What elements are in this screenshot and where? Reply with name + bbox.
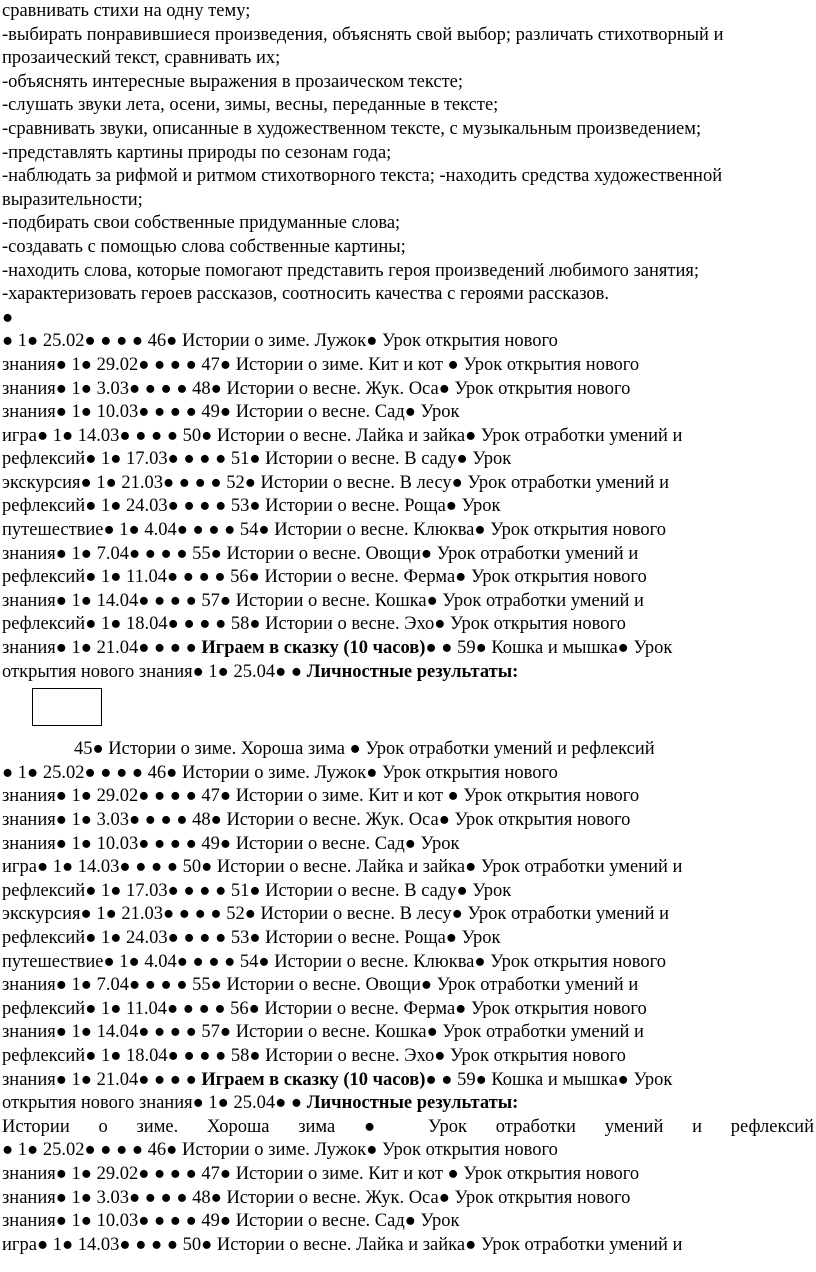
- schedule-line: экскурсия● 1● 21.03● ● ● ● 52● Истории о весне. В лесу● Урок отработки умений и: [2, 472, 669, 493]
- empty-table-cell: [32, 688, 102, 726]
- schedule-line: ● 1● 25.02● ● ● ● 46● Истории о зиме. Лужок● Урок открытия нового: [2, 331, 558, 352]
- lesson-schedule-1: [0, 330, 816, 637]
- outcome-line: -находить слова, которые помогают представить героя произведений любимого занятия;: [2, 260, 700, 281]
- section-heading-fairy-tale: Играем в сказку (10 часов): [201, 1069, 426, 1090]
- schedule-line: знания● 1● 10.03● ● ● ● 49● Истории о весне. Сад● Урок: [2, 402, 460, 423]
- learning-outcomes: [0, 0, 816, 330]
- outcome-line: -подбирать свои собственные придуманные слова;: [2, 213, 401, 234]
- closing-line-2-repeat: открытия нового знания● 1● 25.04● ● Личностные результаты:: [2, 1093, 519, 1114]
- schedule-line: рефлексий● 1● 18.04● ● ● ● 58● Истории о весне. Эхо● Урок открытия нового: [2, 1045, 626, 1066]
- closing-line-1: знания● 1● 21.04● ● ● ● Играем в сказку (10 часов)● ● 59● Кошка и мышка● Урок: [2, 638, 673, 659]
- schedule-line: рефлексий● 1● 24.03● ● ● ● 53● Истории о весне. Роща● Урок: [2, 927, 501, 948]
- outcome-line: -представлять картины природы по сезонам года;: [2, 142, 392, 163]
- closing-line-1-repeat: знания● 1● 21.04● ● ● ● Играем в сказку (10 часов)● ● 59● Кошка и мышка● Урок: [2, 1069, 673, 1090]
- schedule-line: знания● 1● 14.04● ● ● ● 57● Истории о весне. Кошка● Урок отработки умений и: [2, 590, 644, 611]
- closing-line-2: открытия нового знания● 1● 25.04● ● Личностные результаты:: [2, 661, 519, 682]
- lesson-schedule-2: [0, 762, 816, 1069]
- schedule-line: рефлексий● 1● 11.04● ● ● ● 56● Истории о весне. Ферма● Урок открытия нового: [2, 998, 647, 1019]
- schedule-line: экскурсия● 1● 21.03● ● ● ● 52● Истории о весне. В лесу● Урок отработки умений и: [2, 904, 669, 925]
- schedule-line: знания● 1● 3.03● ● ● ● 48● Истории о весне. Жук. Оса● Урок открытия нового: [2, 1187, 631, 1208]
- outcome-line: ●: [2, 307, 14, 328]
- outcome-line: -сравнивать звуки, описанные в художественном тексте, с музыкальным произведением;: [2, 118, 702, 139]
- schedule-line: знания● 1● 7.04● ● ● ● 55● Истории о весне. Овощи● Урок отработки умений и: [2, 543, 639, 564]
- schedule-line: рефлексий● 1● 18.04● ● ● ● 58● Истории о весне. Эхо● Урок открытия нового: [2, 614, 626, 635]
- outcome-line: -наблюдать за рифмой и ритмом стихотворного текста; -находить средства художественной: [2, 166, 723, 187]
- schedule-line: знания● 1● 3.03● ● ● ● 48● Истории о весне. Жук. Оса● Урок открытия нового: [2, 810, 631, 830]
- section-heading-personal-results: Личностные результаты:: [306, 661, 519, 682]
- schedule-line: рефлексий● 1● 24.03● ● ● ● 53● Истории о весне. Роща● Урок: [2, 496, 501, 517]
- schedule-line: рефлексий● 1● 17.03● ● ● ● 51● Истории о весне. В саду● Урок: [2, 880, 512, 901]
- outcome-line: прозаический текст, сравнивать их;: [2, 48, 281, 69]
- outcome-line: -создавать с помощью слова собственные картины;: [2, 236, 406, 257]
- schedule-line: знания● 1● 7.04● ● ● ● 55● Истории о весне. Овощи● Урок отработки умений и: [2, 975, 639, 996]
- outcome-line: -объяснять интересные выражения в прозаическом тексте;: [2, 71, 464, 92]
- block2-first-line: 45● Истории о зиме. Хороша зима ● Урок отработки умений и рефлексий: [74, 739, 655, 760]
- schedule-line: знания● 1● 29.02● ● ● ● 47● Истории о зиме. Кит и кот ● Урок открытия нового: [2, 354, 640, 375]
- outcome-line: сравнивать стихи на одну тему;: [2, 1, 251, 21]
- lesson-schedule-3: [0, 1139, 816, 1257]
- section-heading-personal-results: Личностные результаты:: [306, 1093, 519, 1114]
- section-heading-fairy-tale: Играем в сказку (10 часов): [201, 638, 426, 659]
- schedule-line: игра● 1● 14.03● ● ● ● 50● Истории о весне. Лайка и зайка● Урок отработки умений и: [2, 1234, 683, 1255]
- schedule-line: ● 1● 25.02● ● ● ● 46● Истории о зиме. Лужок● Урок открытия нового: [2, 762, 558, 783]
- schedule-line: путешествие● 1● 4.04● ● ● ● 54● Истории о весне. Клюква● Урок открытия нового: [2, 520, 667, 541]
- schedule-line: рефлексий● 1● 11.04● ● ● ● 56● Истории о весне. Ферма● Урок открытия нового: [2, 567, 647, 588]
- schedule-line: знания● 1● 29.02● ● ● ● 47● Истории о зиме. Кит и кот ● Урок открытия нового: [2, 1163, 640, 1184]
- schedule-line: знания● 1● 10.03● ● ● ● 49● Истории о весне. Сад● Урок: [2, 1211, 460, 1232]
- schedule-line: знания● 1● 14.04● ● ● ● 57● Истории о весне. Кошка● Урок отработки умений и: [2, 1022, 644, 1043]
- outcome-line: выразительности;: [2, 189, 143, 210]
- outcome-line: -выбирать понравившиеся произведения, объяснять свой выбор; различать стихотворный и: [2, 24, 724, 45]
- schedule-line: ● 1● 25.02● ● ● ● 46● Истории о зиме. Лужок● Урок открытия нового: [2, 1140, 558, 1161]
- schedule-line: знания● 1● 29.02● ● ● ● 47● Истории о зиме. Кит и кот ● Урок открытия нового: [2, 786, 640, 807]
- schedule-line: рефлексий● 1● 17.03● ● ● ● 51● Истории о весне. В саду● Урок: [2, 449, 512, 470]
- schedule-line: путешествие● 1● 4.04● ● ● ● 54● Истории о весне. Клюква● Урок открытия нового: [2, 951, 667, 972]
- schedule-line: игра● 1● 14.03● ● ● ● 50● Истории о весне. Лайка и зайка● Урок отработки умений и: [2, 857, 683, 878]
- schedule-line: знания● 1● 3.03● ● ● ● 48● Истории о весне. Жук. Оса● Урок открытия нового: [2, 378, 631, 399]
- schedule-line: знания● 1● 10.03● ● ● ● 49● Истории о весне. Сад● Урок: [2, 833, 460, 854]
- outcome-line: -характеризовать героев рассказов, соотносить качества с героями рассказов.: [2, 284, 610, 305]
- block3-first-line: Истории о зиме. Хороша зима ● Урок отработки умений и рефлексий: [2, 1116, 814, 1137]
- outcome-line: -слушать звуки лета, осени, зимы, весны, переданные в тексте;: [2, 95, 499, 116]
- schedule-line: игра● 1● 14.03● ● ● ● 50● Истории о весне. Лайка и зайка● Урок отработки умений и: [2, 425, 683, 446]
